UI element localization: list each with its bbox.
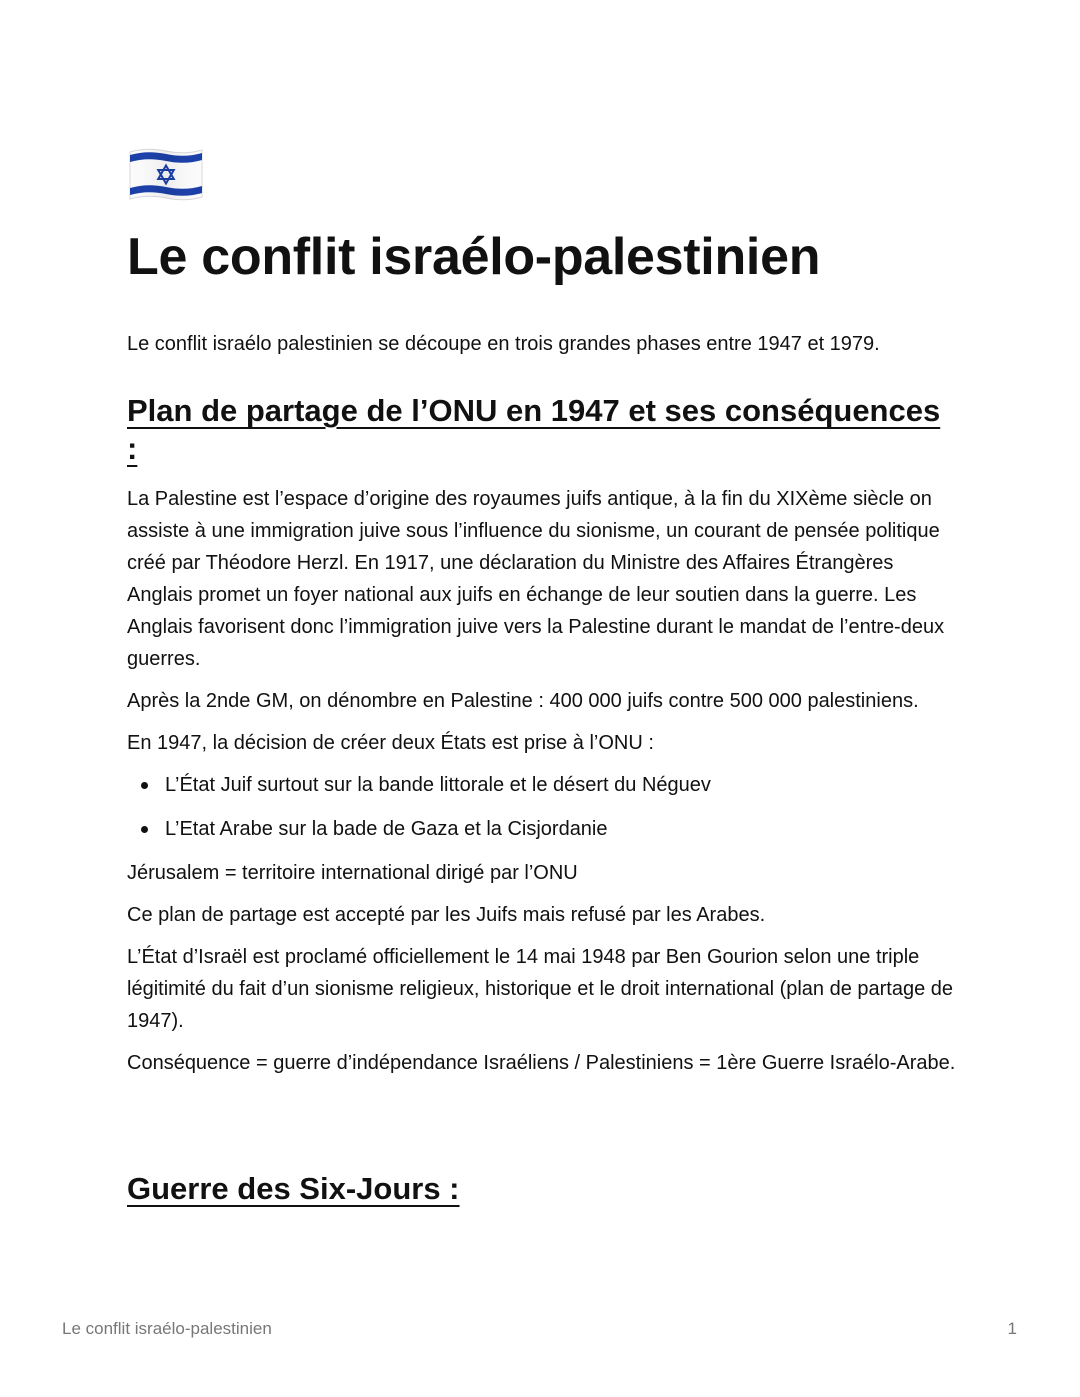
paragraph: La Palestine est l’espace d’origine des royaumes juifs antique, à la fin du XIXème siècle on assiste à une immigration juive sous l’influence du sionisme, un courant de pensée politique créé par Théodore Herzl. En 1917, une déclaration du Ministre des Affaires Étrangères Anglais promet un foyer national aux juifs en échange de leur soutien dans la guerre. Les Anglais favorisent donc l’immigration juive vers la Palestine durant le mandat de l’entre-deux guerres. — [127, 488, 945, 670]
section-plan-de-partage — [127, 392, 957, 1089]
footer-page-number: 1 — [1007, 1319, 1017, 1338]
document-title: Le conflit israélo-palestinien — [127, 228, 821, 286]
bullet-dot-icon — [141, 826, 148, 833]
paragraph: L’État d’Israël est proclamé officiellement le 14 mai 1948 par Ben Gourion selon une triple légitimité du fait d’un sionisme religieux, historique et le droit international (plan de partage de 1947). — [127, 946, 954, 1032]
section-heading: Guerre des Six-Jours : — [127, 1171, 460, 1206]
footer-document-title: Le conflit israélo-palestinien — [62, 1319, 272, 1338]
bullet-dot-icon — [141, 782, 148, 789]
list-item: L’État Juif surtout sur la bande littorale et le désert du Néguev — [165, 769, 957, 801]
paragraph: Jérusalem = territoire international dirigé par l’ONU — [127, 862, 578, 884]
paragraph: En 1947, la décision de créer deux États est prise à l’ONU : — [127, 732, 654, 754]
section-heading: Plan de partage de l’ONU en 1947 et ses conséquences : — [127, 393, 941, 466]
list-item: L’Etat Arabe sur la bade de Gaza et la Cisjordanie — [165, 813, 957, 845]
paragraph: Conséquence = guerre d’indépendance Israéliens / Palestiniens = 1ère Guerre Israélo-Arabe. — [127, 1052, 956, 1074]
paragraph: Ce plan de partage est accepté par les Juifs mais refusé par les Arabes. — [127, 904, 766, 926]
israel-flag-icon — [127, 146, 205, 202]
bullet-list — [127, 769, 957, 845]
intro-paragraph: Le conflit israélo palestinien se découpe en trois grandes phases entre 1947 et 1979. — [127, 333, 880, 355]
paragraph: Après la 2nde GM, on dénombre en Palestine : 400 000 juifs contre 500 000 palestiniens. — [127, 690, 919, 712]
section-guerre-six-jours — [127, 1170, 957, 1208]
